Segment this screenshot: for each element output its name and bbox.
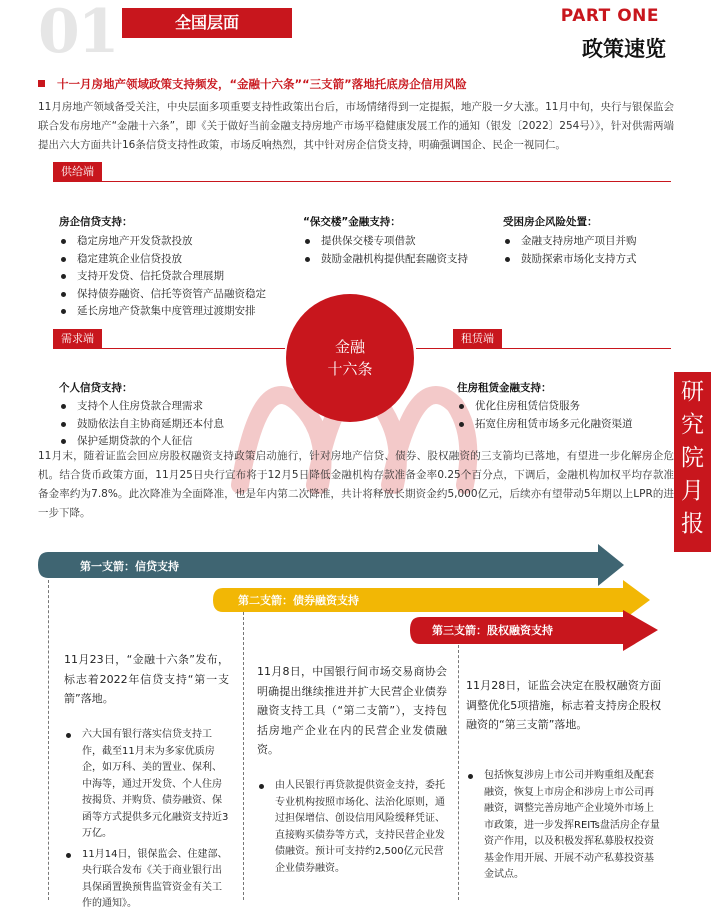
list-item: 鼓励金融机构提供配套融资支持 — [303, 251, 468, 269]
side-char: 研 — [681, 379, 704, 405]
chapter-title: 全国层面 — [122, 8, 292, 38]
rental-tag: 租赁端 — [453, 329, 502, 349]
supply-group-list — [303, 233, 468, 268]
rental-list — [457, 398, 633, 433]
list-item: 六大国有银行落实信贷支持工作，截至11月末为多家优质房企，如万科、美的置业、保利、中海等，通过开发贷、个人住房按揭贷、并购贷、债券融资、保函等方式提供多元化融资支持近3万亿。 — [64, 727, 229, 843]
list-item: 支持开发贷、信托贷款合理展期 — [59, 268, 266, 286]
list-item: 金融支持房地产项目并购 — [503, 233, 637, 251]
side-char: 报 — [681, 511, 704, 537]
first-arrow-list — [64, 727, 229, 913]
first-arrow-label: 第一支箭：信贷支持 — [80, 560, 179, 573]
list-item: 提供保交楼专项借款 — [303, 233, 468, 251]
center-line-2: 十六条 — [327, 360, 373, 378]
list-item: 稳定房地产开发贷款投放 — [59, 233, 266, 251]
rental-divider — [416, 348, 671, 349]
list-item: 包括恢复涉房上市公司并购重组及配套融资，恢复上市房企和涉房上市公司再融资，调整完善房地产企业境外市场上市政策，进一步发挥REITs盘活房企存量资产作用，以及积极发挥私募股权投资基金作用开展、开展不动产私募投资基金试点。 — [466, 768, 661, 884]
supply-group-title: “保交楼”金融支持： — [303, 216, 401, 228]
list-item: 拓宽住房租赁市场多元化融资渠道 — [457, 416, 633, 434]
third-arrow-list — [466, 768, 661, 884]
list-item: 支持个人住房贷款合理需求 — [59, 398, 224, 416]
rental-title: 住房租赁金融支持： — [457, 382, 552, 394]
list-item: 优化住房租赁信贷服务 — [457, 398, 633, 416]
second-arrow-list — [257, 778, 447, 877]
list-item: 由人民银行再贷款提供资金支持，委托专业机构按照市场化、法治化原则，通过担保增信、创设信用风险缓释凭证、直接购买债券等方式，支持民营企业发债融资。预计可支持约2,500亿元民营企业债券融资。 — [257, 778, 447, 877]
square-bullet-icon — [38, 80, 45, 87]
first-arrow-desc: 11月23日，“金融十六条”发布，标志着2022年信贷支持“第一支箭”落地。 — [64, 653, 229, 705]
intro-paragraph: 11月房地产领域备受关注，中央层面多项重要支持性政策出台后，市场情绪得到一定提振，地产股一夕大涨。11月中旬，央行与银保监会联合发布房地产“金融十六条”，即《关于做好当前金融支持房地产市场平稳健康发展工作的通知（银发〔2022〕254号）》，针对供需两端提出六大方面共计16条信贷支持性政策，市场反响热烈，其中针对房企信贷支持，明确强调国企、民企一视同仁。 — [38, 101, 674, 151]
list-item: 鼓励依法自主协商延期还本付息 — [59, 416, 224, 434]
center-line-1: 金融 — [334, 338, 365, 356]
policy-paragraph: 11月末，随着证监会回应房股权融资支持政策启动施行，针对房地产信贷、债券、股权融资的三支箭均已落地，有望进一步化解房企危机。结合货币政策方面，11月25日央行宣布将于12月5日降低金融机构存款准备金率0.25个百分点，下调后，金融机构加权平均存款准备金率约为7.8%。此次降准为全面降准，也是年内第二次降准，共计将释放长期资金约5,000亿元，后续亦有望带动5年期以上LPR的进一步下降。 — [38, 450, 674, 519]
list-item: 11月14日，银保监会、住建部、央行联合发布《关于商业银行出具保函置换预售监管资金有关工作的通知》。 — [64, 847, 229, 913]
supply-divider — [53, 181, 671, 182]
supply-group-title: 房企信贷支持： — [59, 216, 133, 228]
chapter-number: 01 — [38, 0, 118, 67]
list-item: 鼓励探索市场化支持方式 — [503, 251, 637, 269]
supply-group-list — [59, 233, 266, 321]
third-arrow-desc: 11月28日，证监会决定在股权融资方面调整优化5项措施，标志着支持房企股权融资的“第三支箭”落地。 — [466, 679, 661, 731]
demand-list — [59, 398, 224, 451]
second-arrow-label: 第二支箭：债券融资支持 — [238, 594, 359, 607]
center-circle — [286, 294, 414, 422]
second-arrow-desc: 11月8日，中国银行间市场交易商协会明确提出继续推进并扩大民营企业债券融资支持工具（“第二支箭”），支持包括房地产企业在内的民营企业发债融资。 — [257, 665, 447, 756]
section-headline — [38, 76, 467, 92]
side-char: 月 — [681, 478, 704, 504]
list-item: 保持债券融资、信托等资管产品融资稳定 — [59, 286, 266, 304]
headline-text: 十一月房地产领域政策支持频发，“金融十六条”“三支箭”落地托底房企信用风险 — [57, 77, 467, 91]
dashed-connector — [48, 580, 49, 900]
list-item: 保护延期贷款的个人征信 — [59, 433, 224, 451]
third-arrow-label: 第三支箭：股权融资支持 — [432, 624, 553, 637]
part-label-en: PART ONE — [560, 6, 659, 26]
dashed-connector — [458, 645, 459, 900]
list-item: 延长房地产贷款集中度管理过渡期安排 — [59, 303, 266, 321]
list-item: 稳定建筑企业信贷投放 — [59, 251, 266, 269]
demand-tag: 需求端 — [53, 329, 102, 349]
demand-divider — [53, 348, 285, 349]
demand-title: 个人信贷支持： — [59, 382, 133, 394]
dashed-connector — [243, 612, 244, 900]
side-char: 究 — [681, 412, 704, 438]
side-label — [674, 372, 711, 552]
side-char: 院 — [681, 445, 704, 471]
part-label-cn: 政策速览 — [582, 36, 666, 61]
supply-group-list — [503, 233, 637, 268]
supply-tag: 供给端 — [53, 162, 102, 182]
supply-group-title: 受困房企风险处置： — [503, 216, 598, 228]
